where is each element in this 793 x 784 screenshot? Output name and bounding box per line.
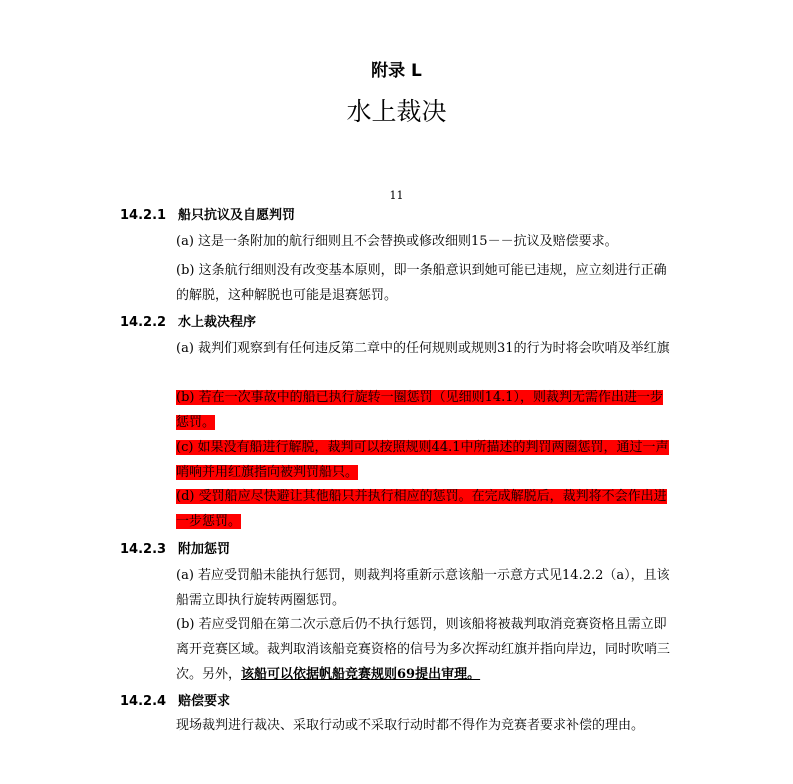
section-heading-14-2-3 bbox=[120, 538, 230, 557]
section-heading-14-2-4 bbox=[120, 690, 230, 709]
section-number: 14.2.4 bbox=[120, 694, 167, 709]
paragraph-14-2-3-b bbox=[176, 612, 674, 687]
paragraph-14-2-4: 现场裁判进行裁决、采取行动或不采取行动时都不得作为竞赛者要求补偿的理由。 bbox=[176, 718, 645, 733]
appendix-heading: 附录 L bbox=[371, 61, 422, 81]
section-title: 船只抗议及自愿判罚 bbox=[178, 208, 296, 223]
highlighted-text: (c) 如果没有船进行解脱，裁判可以按照规则44.1中所描述的判罚两圈惩罚，通过一声哨响并用红旗指向被判罚船只。 bbox=[176, 440, 669, 480]
paragraph-14-2-2-d bbox=[176, 484, 674, 534]
highlighted-text: (d) 受罚船应尽快避让其他船只并执行相应的惩罚。在完成解脱后，裁判将不会作出进一步惩罚。 bbox=[176, 489, 667, 529]
paragraph-14-2-1-b: (b) 这条航行细则没有改变基本原则，即一条船意识到她可能已违规，应立刻进行正确的解脱，这种解脱也可能是退赛惩罚。 bbox=[176, 263, 667, 303]
section-number: 14.2.2 bbox=[120, 315, 167, 330]
paragraph-text: (b) 若应受罚船在第二次示意后仍不执行惩罚，则该船将被裁判取消竞赛资格且需立即离开竞赛区域。裁判取消该船竞赛资格的信号为多次挥动红旗并指向岸边，同时吹哨三次。另外， bbox=[176, 617, 671, 682]
section-heading-14-2-1 bbox=[120, 204, 295, 223]
paragraph-14-2-2-a: (a) 裁判们观察到有任何违反第二章中的任何规则或规则31的行为时将会吹哨及举红旗 bbox=[176, 341, 670, 356]
section-title: 附加惩罚 bbox=[178, 542, 231, 557]
paragraph-14-2-3-a: (a) 若应受罚船未能执行惩罚，则裁判将重新示意该船一示意方式见14.2.2（a），且该船需立即执行旋转两圈惩罚。 bbox=[176, 568, 670, 608]
highlighted-text: (b) 若在一次事故中的船已执行旋转一圈惩罚（见细则14.1），则裁判无需作出进一步惩罚。 bbox=[176, 390, 664, 430]
section-heading-14-2-2 bbox=[120, 311, 256, 330]
section-number: 14.2.3 bbox=[120, 542, 167, 557]
paragraph-14-2-2-c bbox=[176, 435, 674, 485]
paragraph-14-2-1-a: (a) 这是一条附加的航行细则且不会替换或修改细则15－－抗议及赔偿要求。 bbox=[176, 234, 618, 249]
underlined-text: 该船可以依据帆船竞赛规则69提出审理。 bbox=[241, 667, 481, 682]
paragraph-14-2-2-b bbox=[176, 385, 674, 435]
section-title: 赔偿要求 bbox=[178, 694, 231, 709]
page-number: 11 bbox=[389, 189, 404, 202]
section-number: 14.2.1 bbox=[120, 208, 167, 223]
page-title: 水上裁决 bbox=[346, 97, 447, 126]
section-title: 水上裁决程序 bbox=[178, 315, 257, 330]
